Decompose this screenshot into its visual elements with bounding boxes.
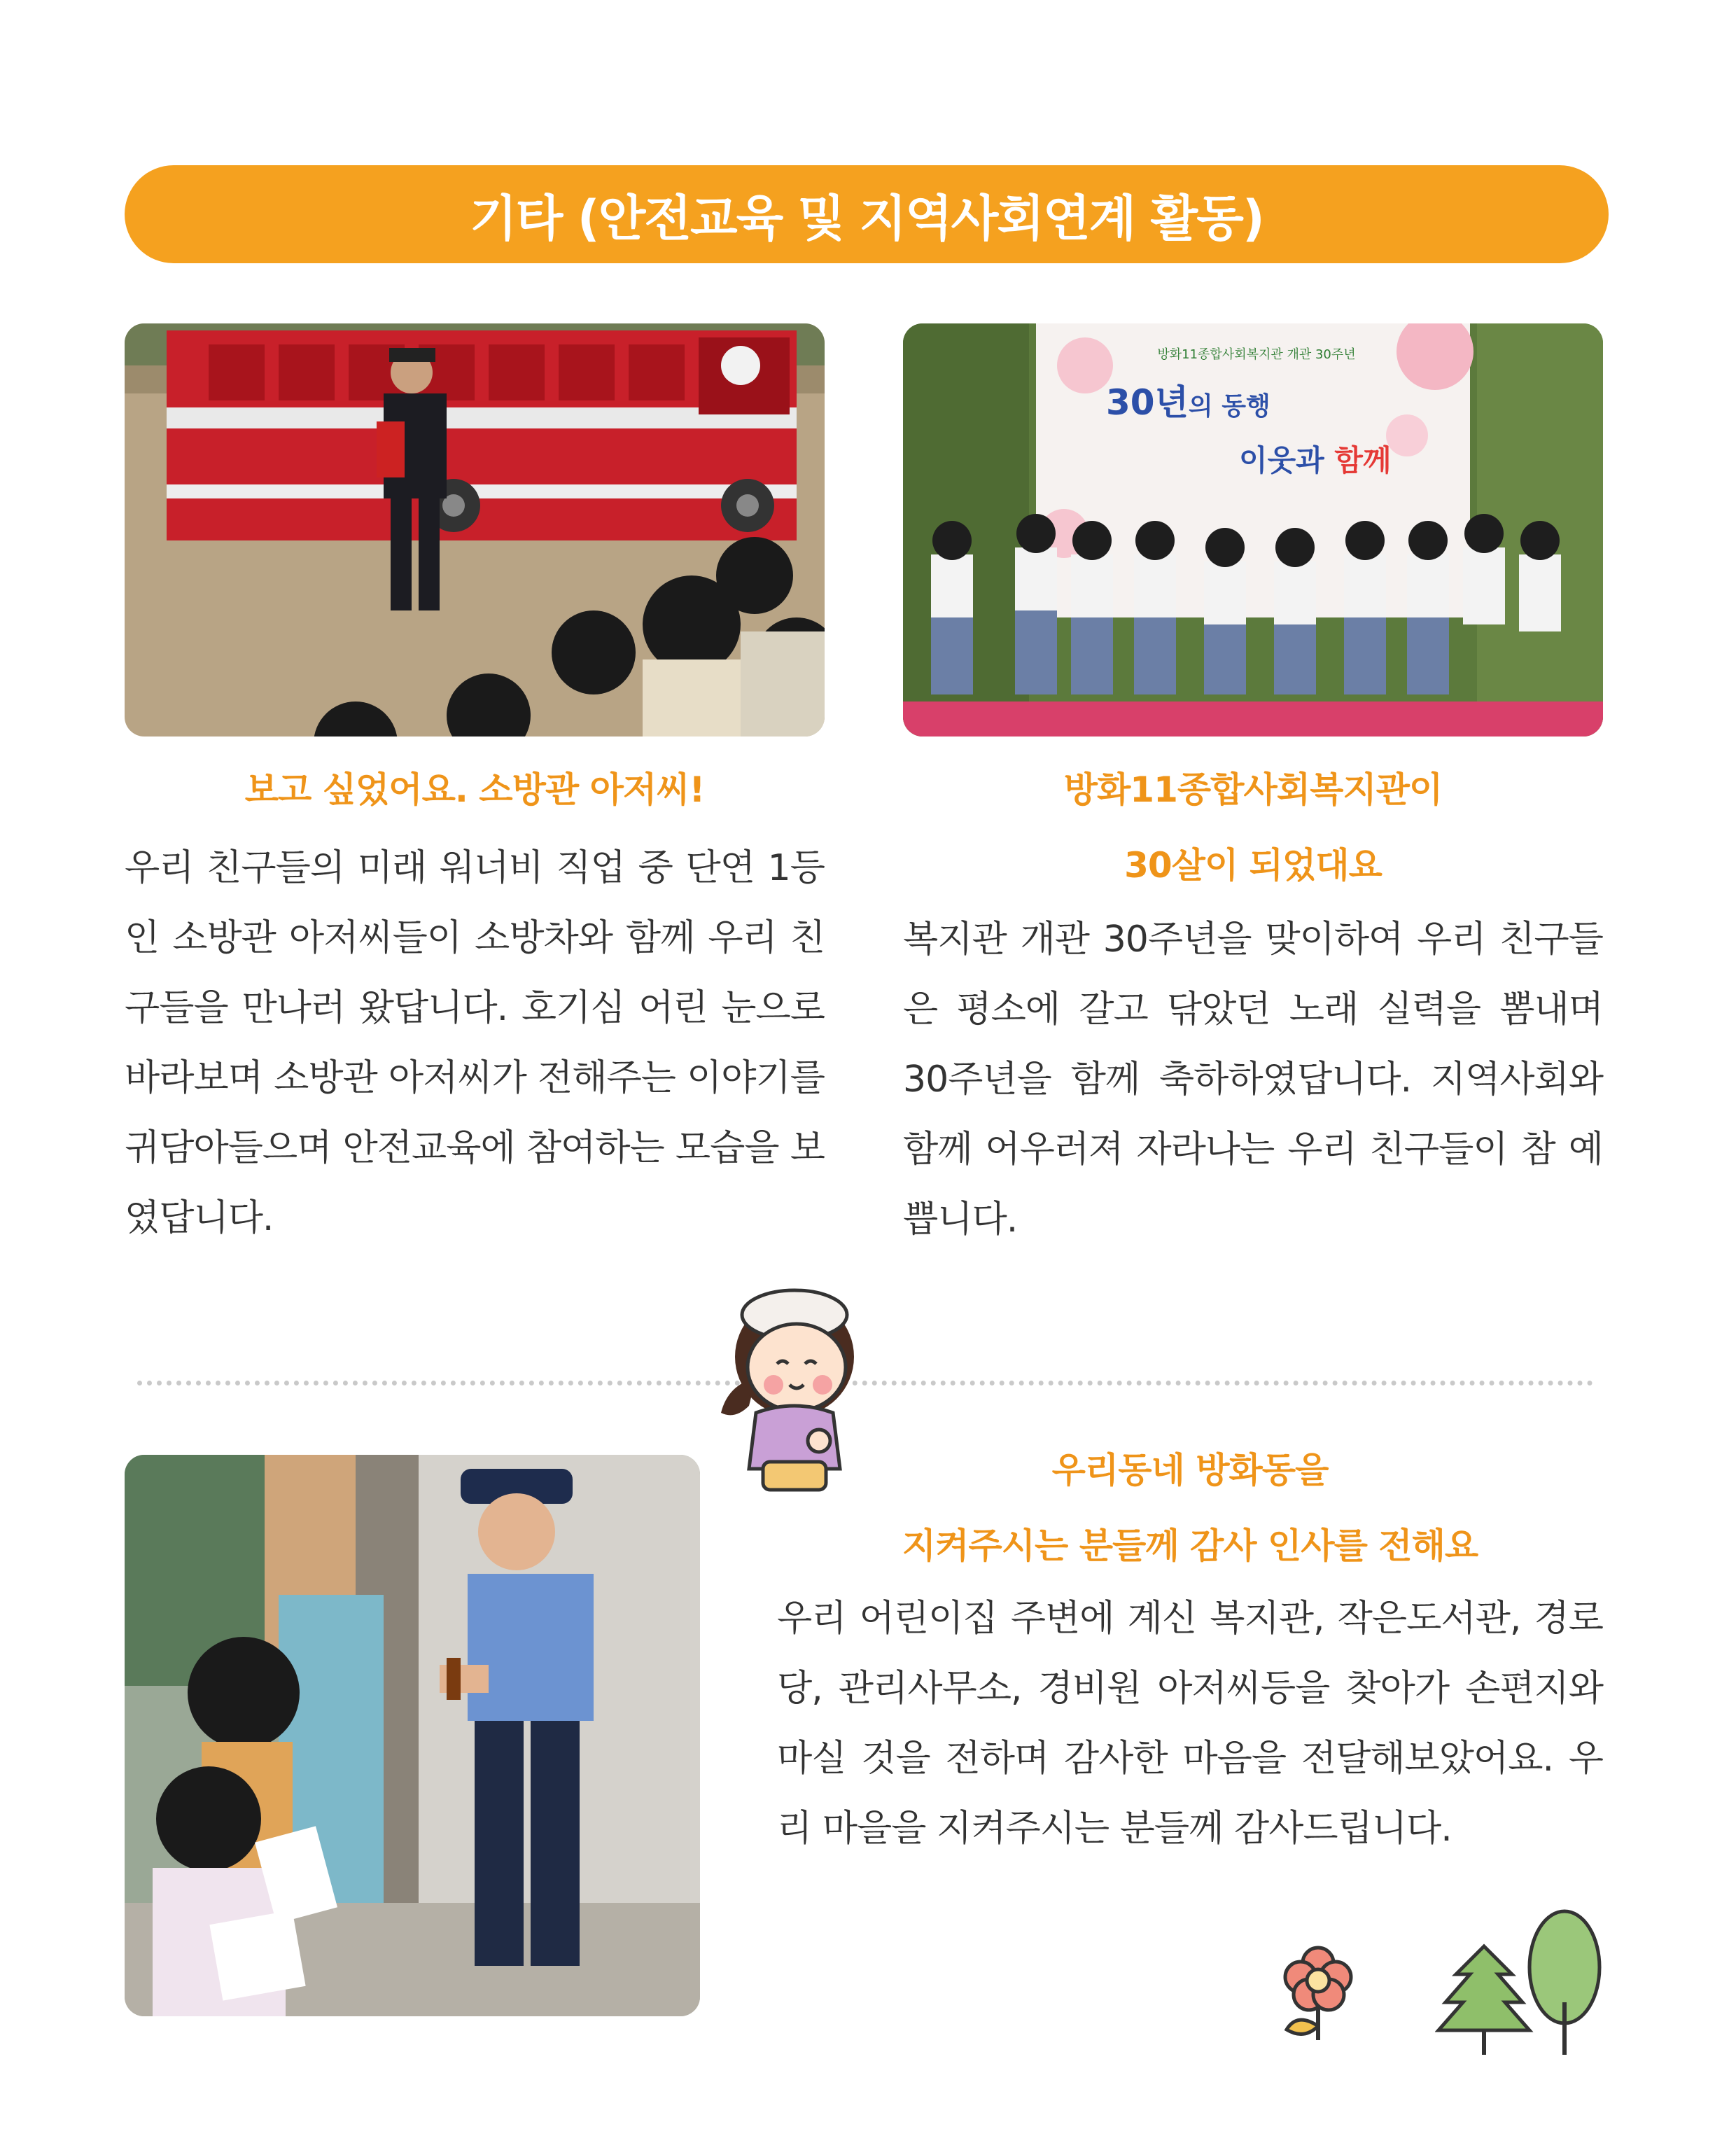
banner-line2-a: 30년 (1106, 382, 1189, 423)
section1-body (125, 833, 825, 1253)
section1-heading (125, 752, 825, 828)
tree-icon (1435, 1904, 1603, 2058)
section-title-banner (125, 165, 1609, 263)
section3-heading (770, 1432, 1610, 1584)
section3-body-text: 우리 어린이집 주변에 계신 복지관, 작은도서관, 경로당, 관리사무소, 경비원 아저씨등을 찾아가 손편지와 마실 것을 전하며 감사한 마음을 전달해보았어요. 우리 마을을 지켜주시는 분들께 감사드립니다. (777, 1598, 1603, 1850)
section3-body (777, 1584, 1603, 1864)
banner-line3-a: 이웃과 (1239, 443, 1335, 477)
photo-thank-you-visit (125, 1455, 700, 2016)
section3-heading-line2: 지켜주시는 분들께 감사 인사를 전해요 (902, 1526, 1478, 1566)
section2-body (903, 905, 1603, 1255)
photo-firefighter-visit (125, 323, 825, 737)
section1-body-text: 우리 친구들의 미래 워너비 직업 중 단연 1등인 소방관 아저씨들이 소방차와 함께 우리 친구들을 만나러 왔답니다. 호기심 어린 눈으로 바라보며 소방관 아저씨가 전해주는 이야기를 귀담아들으며 안전교육에 참여하는 모습을 보였답니다. (125, 847, 825, 1239)
photo-anniversary-performance (903, 323, 1603, 737)
section1-heading-text: 보고 싶었어요. 소방관 아저씨! (244, 769, 705, 810)
section2-heading (903, 752, 1603, 903)
section2-heading-line2: 30살이 되었대요 (1124, 845, 1382, 886)
section2-heading-line1: 방화11종합사회복지관이 (1063, 769, 1443, 810)
banner-line3-b: 함께 (1334, 443, 1392, 477)
banner-line1: 방화11종합사회복지관 개관 30주년 (1157, 347, 1356, 362)
section2-body-text: 복지관 개관 30주년을 맞이하여 우리 친구들은 평소에 갈고 닦았던 노래 실력을 뽐내며 30주년을 함께 축하하였답니다. 지역사회와 함께 어우러져 자라나는 우리 친구들이 참 예쁩니다. (903, 919, 1603, 1241)
banner-line2-b: 의 동행 (1188, 392, 1270, 421)
svg-text:이웃과 함께 (1239, 443, 1392, 477)
section-title: 기타 (안전교육 및 지역사회연계 활동) (470, 189, 1264, 247)
section3-heading-line1: 우리동네 방화동을 (1051, 1450, 1329, 1491)
flower-icon (1273, 1935, 1364, 2047)
